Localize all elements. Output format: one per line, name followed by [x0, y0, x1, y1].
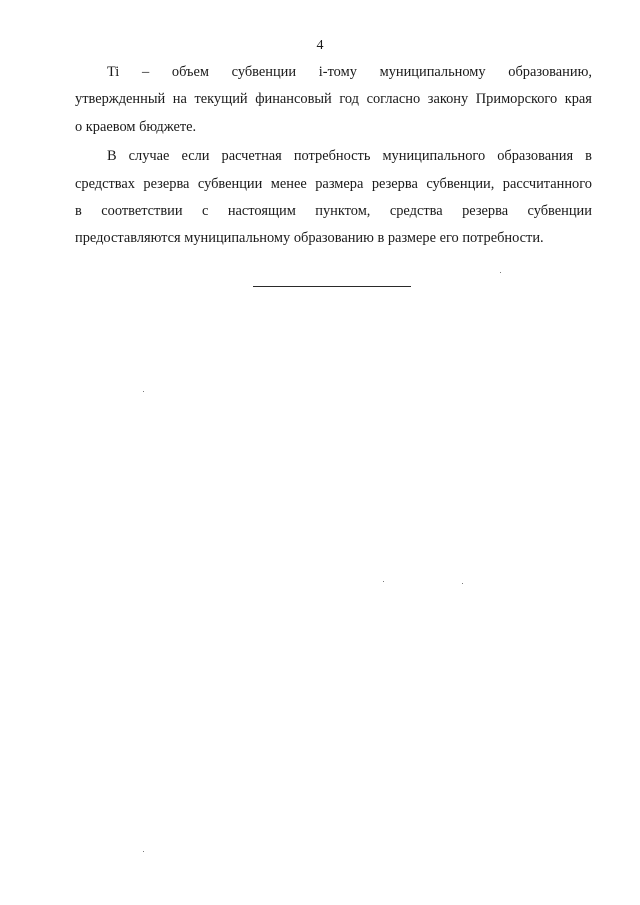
paragraph-line: о краевом бюджете.	[75, 118, 197, 135]
word: субвенции	[231, 64, 297, 80]
word: потребность	[293, 148, 371, 165]
scan-speck	[143, 391, 144, 392]
page-number: 4	[316, 38, 324, 53]
word: муниципального	[382, 148, 486, 165]
word: случае	[128, 148, 170, 165]
word: i-тому	[318, 64, 357, 80]
word: В	[107, 148, 117, 165]
word: образования	[497, 148, 574, 165]
word: в	[585, 148, 592, 165]
paragraph-line: предоставляются муниципальному образованию в размере его потребности.	[75, 230, 544, 247]
paragraph-subvention-volume	[75, 59, 592, 141]
word: объем	[171, 64, 209, 80]
word: соответствии	[101, 203, 183, 220]
word: края	[564, 91, 592, 108]
word: согласно	[366, 91, 421, 108]
word: резерва	[143, 175, 190, 192]
word: размера	[315, 175, 364, 192]
paragraph-line	[75, 86, 592, 113]
scan-speck	[500, 272, 501, 273]
word: менее	[270, 175, 307, 192]
word: резерва	[371, 175, 418, 192]
word: утвержденный	[75, 91, 166, 108]
scan-speck	[462, 583, 463, 584]
word: с	[202, 203, 209, 220]
word: муниципальному	[379, 64, 486, 80]
word: настоящим	[227, 203, 296, 220]
word: финансовый	[255, 91, 332, 108]
word: в	[75, 203, 82, 220]
paragraph-reserve-provision	[75, 143, 592, 253]
word: средства	[389, 203, 443, 220]
word: резерва	[462, 203, 509, 220]
end-of-text-separator	[253, 286, 411, 287]
paragraph-line	[75, 143, 592, 170]
paragraph-line	[75, 171, 592, 198]
word: субвенции	[527, 203, 592, 220]
scan-speck	[383, 581, 384, 582]
word: текущий	[194, 91, 248, 108]
word: субвенции	[197, 175, 263, 192]
word: –	[141, 64, 150, 80]
paragraph-line	[75, 59, 592, 86]
word: субвенции,	[426, 175, 495, 192]
word: рассчитанного	[502, 175, 592, 192]
word: Приморского	[475, 91, 558, 108]
word: если	[181, 148, 210, 165]
document-body	[75, 59, 592, 253]
word: расчетная	[221, 148, 282, 165]
word: образованию,	[508, 64, 592, 80]
word: средствах	[75, 175, 135, 192]
word: закону	[427, 91, 469, 108]
word: на	[172, 91, 187, 108]
paragraph-line	[75, 198, 592, 225]
scan-speck	[143, 851, 144, 852]
word: Ti	[107, 64, 120, 80]
word: пунктом,	[315, 203, 371, 220]
word: год	[339, 91, 359, 108]
